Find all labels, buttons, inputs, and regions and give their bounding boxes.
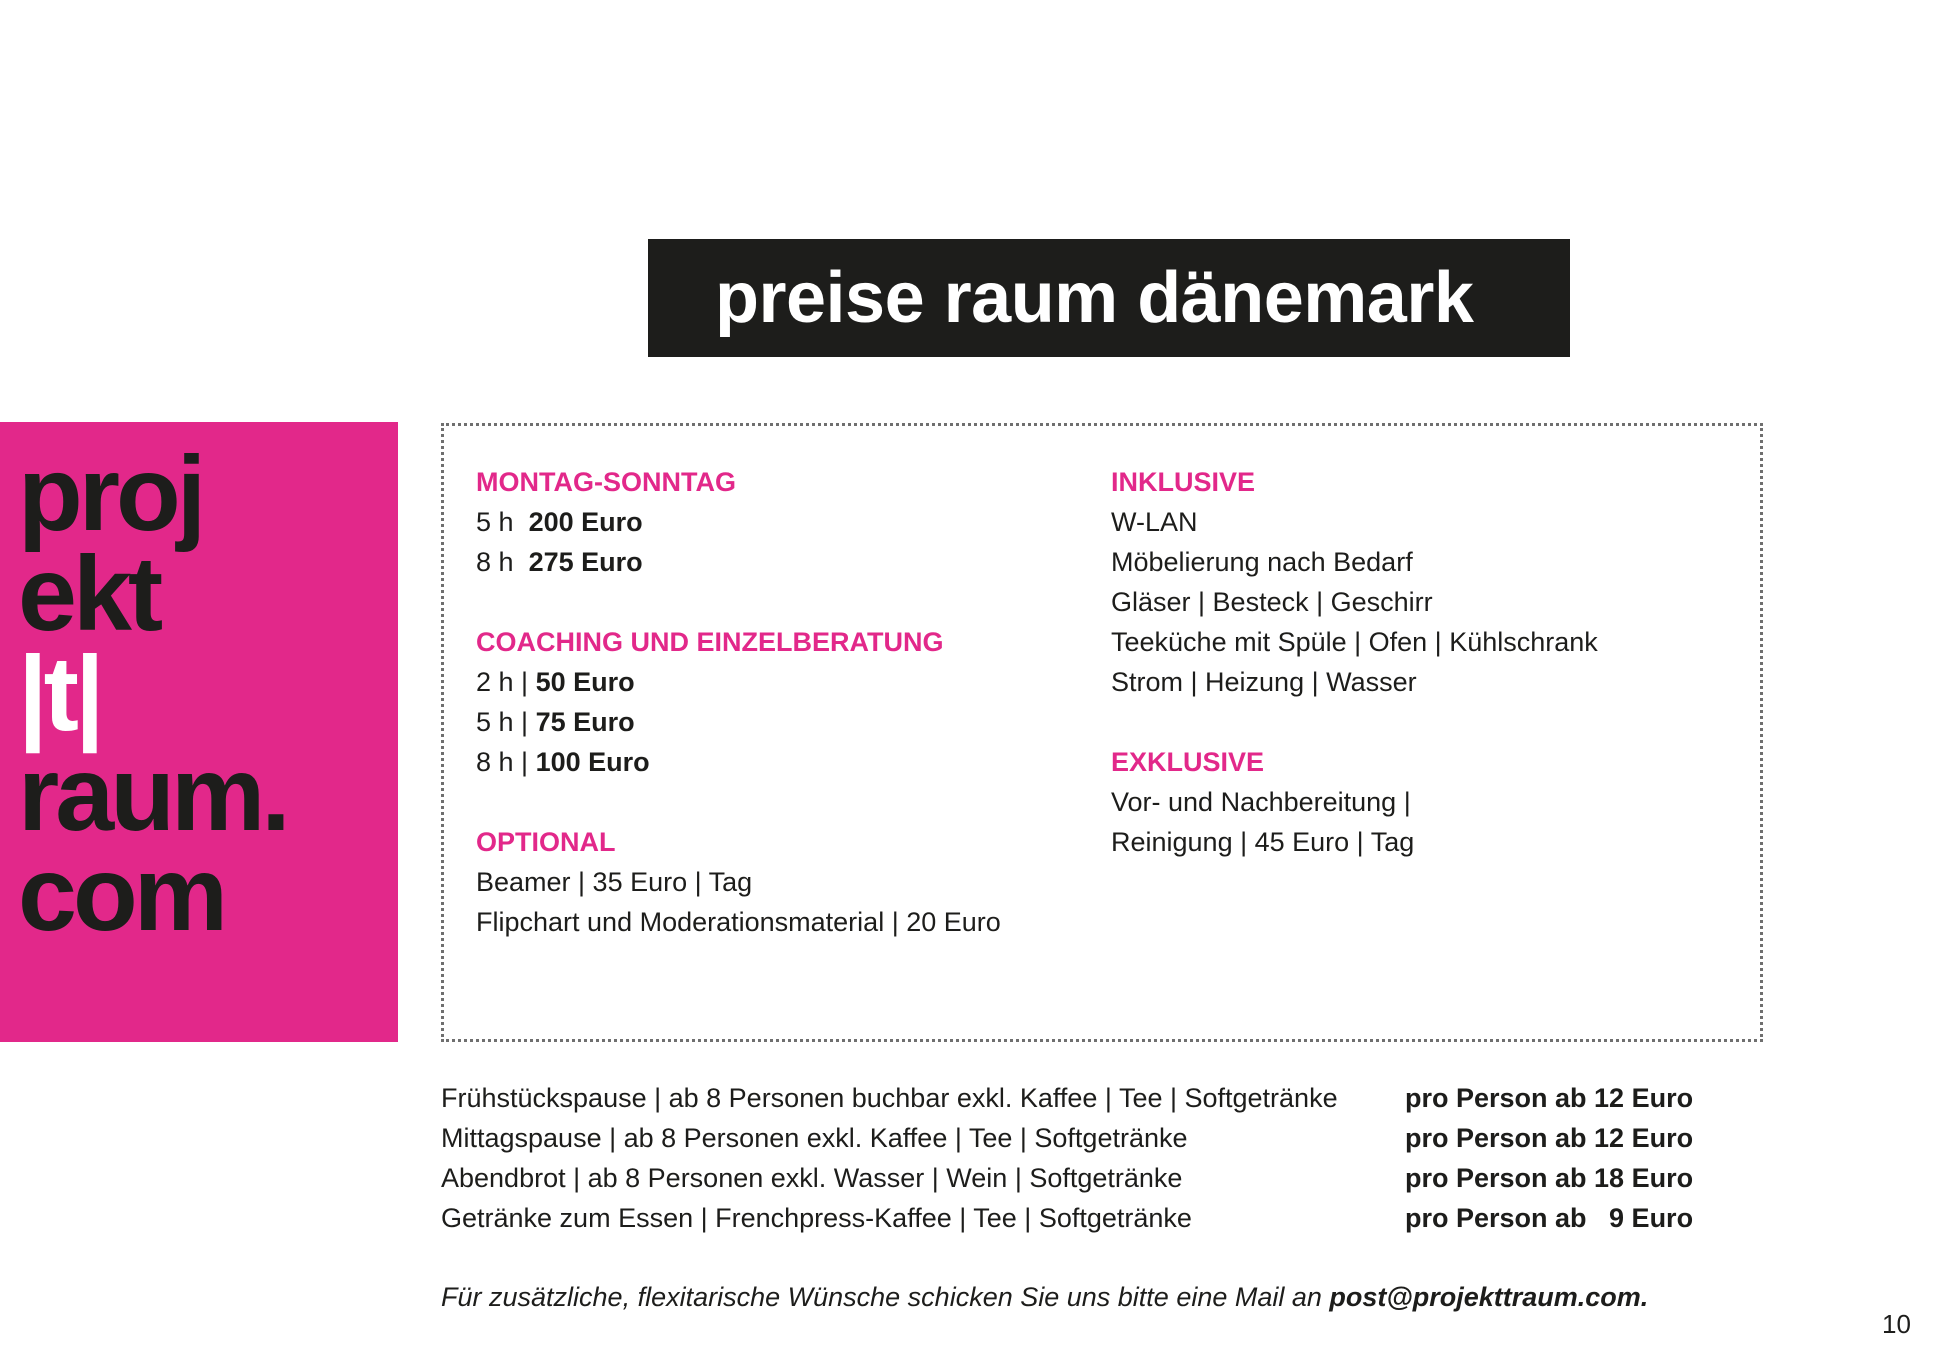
price-row: 5 h | 75 Euro (476, 707, 635, 737)
list-item: Gläser | Besteck | Geschirr (1111, 587, 1433, 617)
contact-email-link[interactable]: post@projekttraum.com. (1329, 1282, 1649, 1312)
catering-list (441, 1078, 1711, 1238)
price-row: 2 h | 50 Euro (476, 667, 635, 697)
list-item: Vor- und Nachbereitung | (1111, 787, 1411, 817)
catering-price: pro Person ab 12 Euro (1405, 1123, 1694, 1153)
list-item: Beamer | 35 Euro | Tag (476, 867, 753, 897)
catering-price: pro Person ab 12 Euro (1405, 1083, 1694, 1113)
catering-description: Frühstückspause | ab 8 Personen buchbar exkl. Kaffee | Tee | Softgetränke (441, 1083, 1338, 1113)
section-heading-exklusive: EXKLUSIVE (1111, 747, 1265, 777)
page-title (648, 239, 1570, 357)
catering-row (441, 1078, 1711, 1118)
logo-line: |t| (18, 635, 101, 753)
logo-wordmark (18, 435, 287, 953)
section-heading-coaching: COACHING UND EINZELBERATUNG (476, 627, 944, 657)
price-list-box (441, 423, 1763, 1042)
list-item: Flipchart und Moderationsmaterial | 20 Euro (476, 907, 1001, 937)
list-item: Strom | Heizung | Wasser (1111, 667, 1417, 697)
section-heading-inklusive: INKLUSIVE (1111, 467, 1256, 497)
price-row: 8 h 275 Euro (476, 547, 643, 577)
logo-line: raum. (18, 735, 287, 853)
list-item: W-LAN (1111, 507, 1198, 537)
catering-description: Getränke zum Essen | Frenchpress-Kaffee | Tee | Softgetränke (441, 1203, 1192, 1233)
page-title-text: preise raum dänemark (715, 258, 1474, 338)
list-item: Möbelierung nach Bedarf (1111, 547, 1413, 577)
logo-line: com (18, 835, 224, 953)
price-row: 8 h | 100 Euro (476, 747, 650, 777)
price-column-right (1111, 462, 1598, 862)
catering-row (441, 1118, 1711, 1158)
price-column-left (476, 462, 1001, 942)
contact-note (441, 1277, 1648, 1317)
list-item: Teeküche mit Spüle | Ofen | Kühlschrank (1111, 627, 1598, 657)
catering-row (441, 1198, 1711, 1238)
catering-description: Abendbrot | ab 8 Personen exkl. Wasser | Wein | Softgetränke (441, 1163, 1183, 1193)
brand-logo (0, 422, 398, 1042)
page-number: 10 (1882, 1309, 1911, 1339)
list-item: Reinigung | 45 Euro | Tag (1111, 827, 1415, 857)
price-row: 5 h 200 Euro (476, 507, 643, 537)
logo-line: proj (18, 435, 203, 553)
section-heading-optional: OPTIONAL (476, 827, 616, 857)
catering-description: Mittagspause | ab 8 Personen exkl. Kaffee | Tee | Softgetränke (441, 1123, 1188, 1153)
catering-price: pro Person ab 18 Euro (1405, 1163, 1694, 1193)
logo-line: ekt (18, 535, 160, 653)
catering-price: pro Person ab 9 Euro (1405, 1203, 1694, 1233)
contact-note-text: Für zusätzliche, flexitarische Wünsche schicken Sie uns bitte eine Mail an (441, 1282, 1330, 1312)
catering-row (441, 1158, 1711, 1198)
section-heading-montag: MONTAG-SONNTAG (476, 467, 736, 497)
